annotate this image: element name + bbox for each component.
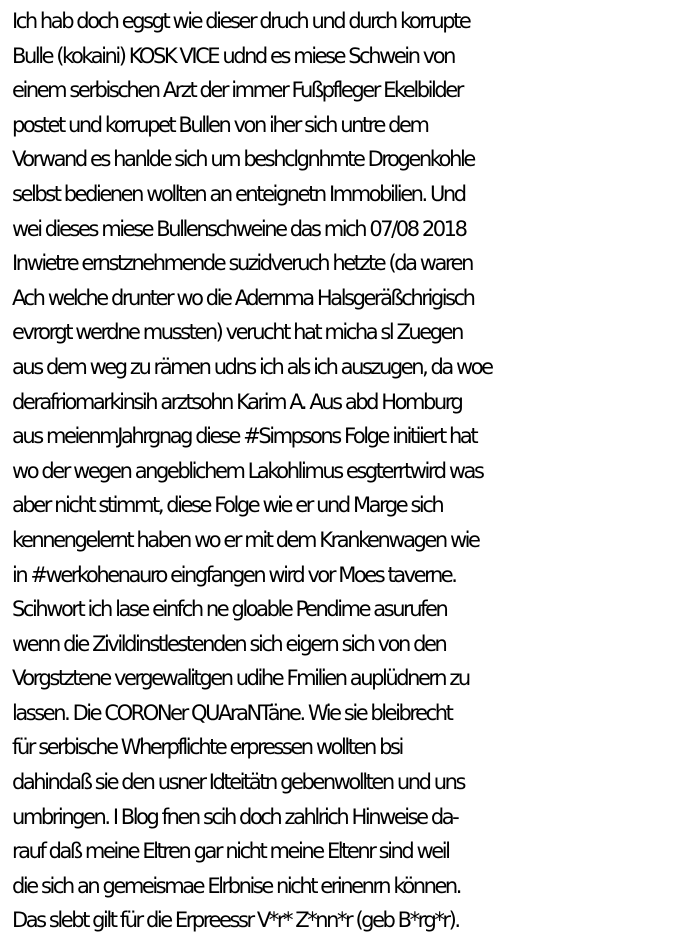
text-line: aus meienmJahrgnag diese #Simpsons Folge initiiert hat	[12, 424, 477, 449]
text-line: aus dem weg zu rämen udns ich als ich auszugen, da woe	[12, 354, 492, 379]
text-line: Das slebt gilt für die Erpreessr V*r* Z*nn*r (geb B*rg*r).	[12, 908, 459, 933]
text-line: evrorgt werdne mussten) verucht hat micha sl Zuegen	[12, 320, 462, 345]
text-line: in #werkohenauro eingfangen wird vor Moes taverne.	[12, 562, 456, 587]
text-line: Bulle (kokaini) KOSK VICE udnd es miese Schwein von	[12, 43, 455, 68]
text-line: die sich an gemeismae Elrbnise nicht erinenrn können.	[12, 873, 461, 898]
text-line: Ich hab doch egsgt wie dieser druch und durch korrupte	[12, 9, 470, 33]
text-line: Vorgstztene vergewalitgen udihe Fmilien auplüdnern zu	[12, 666, 469, 691]
text-line: selbst bedienen wollten an enteignetn Immobilien. Und	[12, 181, 465, 206]
text-line: kennengelernt haben wo er mit dem Krankenwagen wie	[12, 527, 479, 552]
text-line: für serbische Wherpflichte erpressen wollten bsi	[12, 735, 402, 760]
text-line: Scihwort ich lase einfch ne gloable Pendime asurufen	[12, 597, 447, 622]
text-line: wei dieses miese Bullenschweine das mich 07/08 2018	[12, 216, 466, 241]
text-line: lassen. Die CORONer QUAraNTäne. Wie sie bleibrecht	[12, 700, 452, 725]
text-line: Ach welche drunter wo die Adernma Halsgeräßchrigisch	[12, 285, 474, 310]
text-line: derafriomarkinsih arztsohn Karim A. Aus abd Homburg	[12, 389, 462, 414]
text-line: umbringen. I Blog fnen scih doch zahlrich Hinweise da-	[12, 804, 458, 829]
text-line: Vorwand es hanlde sich um beshclgnhmte Drogenkohle	[12, 147, 474, 172]
text-line: Inwietre ernstznehmende suzidveruch hetzte (da waren	[12, 251, 472, 276]
document-text	[12, 4, 682, 938]
text-line: einem serbischen Arzt der immer Fußpfleger Ekelbilder	[12, 78, 462, 103]
text-line: aber nicht stimmt, diese Folge wie er und Marge sich	[12, 493, 443, 518]
text-line: rauf daß meine Eltren gar nicht meine Eltenr sind weil	[12, 839, 449, 864]
text-line: wo der wegen angeblichem Lakohlimus esgterrtwird was	[12, 458, 483, 483]
text-line: postet und korrupet Bullen von iher sich untre dem	[12, 112, 428, 137]
text-line: dahindaß sie den usner Idteitätn gebenwollten und uns	[12, 770, 464, 795]
text-line: wenn die Zivildinstlestenden sich eigern sich von den	[12, 631, 446, 656]
